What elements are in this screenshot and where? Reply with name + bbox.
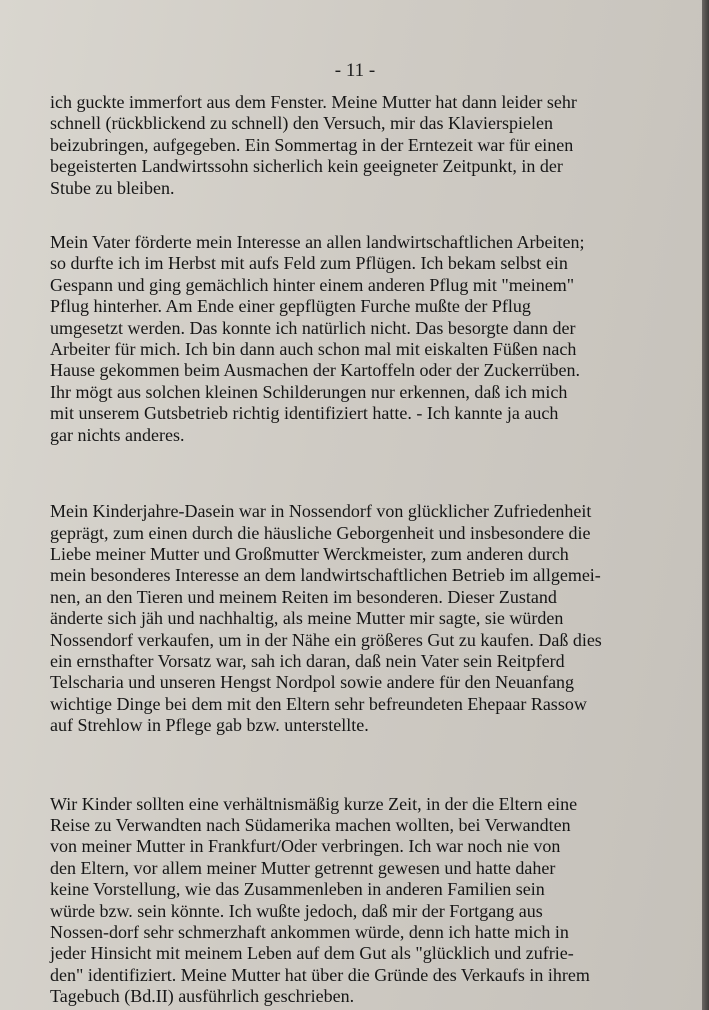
text-line: ich guckte immerfort aus dem Fenster. Meine Mutter hat dann leider sehr — [50, 92, 577, 112]
text-line: so durfte ich im Herbst mit aufs Feld zum Pflügen. Ich bekam selbst ein — [50, 253, 568, 274]
page-number: - 11 - — [334, 60, 376, 81]
text-line: wichtige Dinge bei dem mit den Eltern sehr befreundeten Ehepaar Rassow — [50, 693, 587, 714]
paragraph-spacer — [50, 199, 700, 232]
paragraph-4 — [50, 794, 700, 1008]
text-line: Ihr mögt aus solchen kleinen Schilderungen nur erkennen, daß ich mich — [50, 381, 568, 402]
paragraph-2 — [50, 232, 700, 446]
text-line: auf Strehlow in Pflege gab bzw. unterstellte. — [50, 715, 369, 736]
paragraph-1 — [50, 92, 700, 199]
text-line: Arbeiter für mich. Ich bin dann auch schon mal mit eiskalten Füßen nach — [50, 339, 577, 360]
paragraph-spacer — [50, 446, 700, 501]
text-line: geprägt, zum einen durch die häusliche Geborgenheit und insbesondere die — [50, 522, 591, 543]
text-line: Telscharia und unseren Hengst Nordpol sowie andere für den Neuanfang — [50, 672, 575, 693]
text-line: änderte sich jäh und nachhaltig, als meine Mutter mir sagte, sie würden — [50, 608, 564, 629]
text-line: Pflug hinterher. Am Ende einer gepflügten Furche mußte der Pflug — [50, 296, 531, 317]
text-line: Wir Kinder sollten eine verhältnismäßig kurze Zeit, in der die Eltern eine — [50, 793, 578, 814]
text-line: Liebe meiner Mutter und Großmutter Werckmeister, zum anderen durch — [50, 543, 569, 564]
text-line: Gespann und ging gemächlich hinter einem anderen Pflug mit "meinem" — [50, 274, 575, 295]
text-line: nen, an den Tieren und meinem Reiten im besonderen. Dieser Zustand — [50, 586, 557, 607]
text-line: den Eltern, vor allem meiner Mutter getrennt gewesen und hatte daher — [50, 857, 556, 878]
text-line: mit unserem Gutsbetrieb richtig identifiziert hatte. - Ich kannte ja auch — [50, 403, 559, 424]
text-line: gar nichts anderes. — [50, 424, 185, 445]
text-line: Stube zu bleiben. — [50, 177, 175, 198]
text-line: Nossendorf verkaufen, um in der Nähe ein größeres Gut zu kaufen. Daß dies — [50, 629, 602, 650]
text-line: jeder Hinsicht mit meinem Leben auf dem Gut als "glücklich und zufrie- — [50, 943, 574, 964]
page-edge-shadow — [702, 0, 709, 1010]
text-line: mein besonderes Interesse an dem landwirtschaftlichen Betrieb im allgemei- — [50, 565, 601, 586]
text-line: begeisterten Landwirtssohn sicherlich kein geeigneter Zeitpunkt, in der — [50, 156, 563, 177]
text-line: den" identifiziert. Meine Mutter hat über die Gründe des Verkaufs in ihrem — [50, 964, 590, 985]
text-line: Mein Vater förderte mein Interesse an allen landwirtschaftlichen Arbeiten; — [50, 232, 585, 253]
paragraph-spacer — [50, 737, 700, 794]
text-line: Reise zu Verwandten nach Südamerika machen wollten, bei Verwandten — [50, 814, 571, 835]
text-line: Tagebuch (Bd.II) ausführlich geschrieben. — [50, 986, 355, 1007]
paragraph-3 — [50, 501, 700, 736]
text-line: Nossen-dorf sehr schmerzhaft ankommen würde, denn ich hatte mich in — [50, 922, 569, 942]
text-line: würde bzw. sein könnte. Ich wußte jedoch, daß mir der Fortgang aus — [50, 900, 543, 921]
text-line: schnell (rückblickend zu schnell) den Versuch, mir das Klavierspielen — [50, 113, 554, 134]
text-line: keine Vorstellung, wie das Zusammenleben in anderen Familien sein — [50, 879, 545, 900]
text-line: ein ernsthafter Vorsatz war, sah ich daran, daß nein Vater sein Reitpferd — [50, 650, 565, 671]
text-line: von meiner Mutter in Frankfurt/Oder verbringen. Ich war noch nie von — [50, 836, 561, 857]
text-line: umgesetzt werden. Das konnte ich natürlich nicht. Das besorgte dann der — [50, 317, 576, 338]
text-line: Mein Kinderjahre-Dasein war in Nossendorf von glücklicher Zufriedenheit — [50, 501, 592, 522]
body-text — [50, 92, 700, 1008]
text-line: Hause gekommen beim Ausmachen der Kartoffeln oder der Zuckerrüben. — [50, 360, 580, 381]
text-line: beizubringen, aufgegeben. Ein Sommertag in der Erntezeit war für einen — [50, 134, 574, 155]
